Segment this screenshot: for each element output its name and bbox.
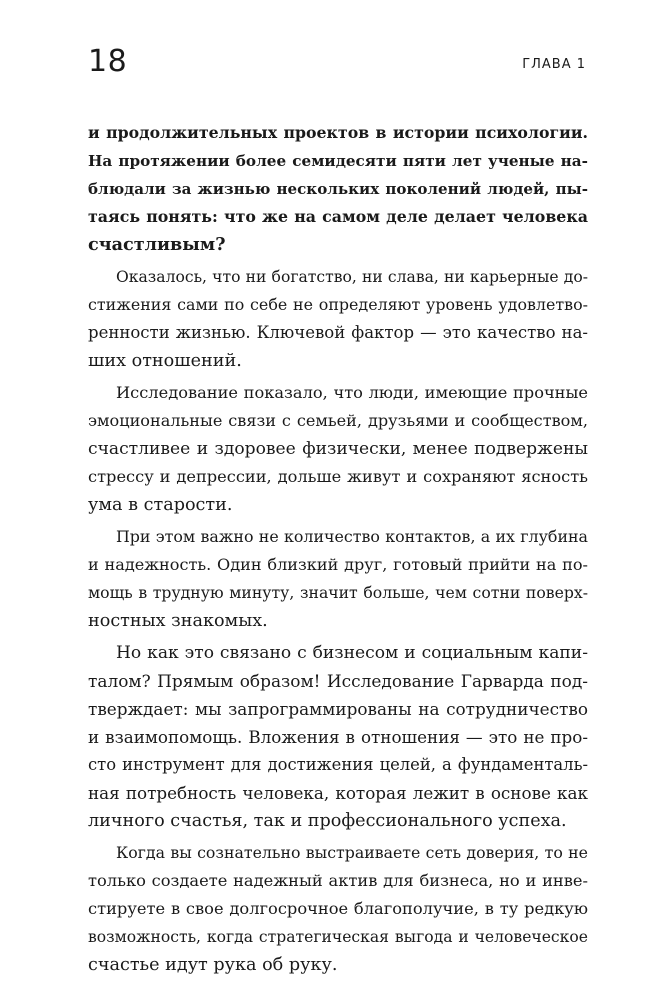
text-line: блюдали за жизнью нескольких поколений людей, пы- <box>88 180 588 198</box>
text-line: талом? Прямым образом! Исследование Гарварда под- <box>88 671 588 691</box>
text-line: стижения сами по себе не определяют уровень удовлетво- <box>88 295 588 314</box>
text-line: Но как это связано с бизнесом и социальным капи- <box>116 643 588 663</box>
text-line: и взаимопомощь. Вложения в отношения — это не про- <box>88 727 588 747</box>
paragraph <box>88 523 588 635</box>
text-line: стируете в свое долгосрочное благополучие, в ту редкую <box>88 899 588 918</box>
text-line: счастливее и здоровее физически, менее подвержены <box>88 439 588 459</box>
text-line: возможность, когда стратегическая выгода и человеческое <box>88 928 588 946</box>
running-head-chapter: ГЛАВА 1 <box>522 57 586 72</box>
text-line: ших отношений. <box>88 351 242 371</box>
paragraph <box>88 263 588 375</box>
page-number: 18 <box>88 44 128 79</box>
text-line: На протяжении более семидесяти пяти лет ученые на- <box>88 152 588 170</box>
text-line: ностных знакомых. <box>88 611 268 631</box>
text-line: стрессу и депрессии, дольше живут и сохраняют ясность <box>88 467 588 486</box>
text-line: эмоциональные связи с семьей, друзьями и сообществом, <box>88 411 588 430</box>
text-line: Исследование показало, что люди, имеющие прочные <box>116 383 588 402</box>
text-line: При этом важно не количество контактов, а их глубина <box>116 527 588 546</box>
text-line: Когда вы сознательно выстраиваете сеть доверия, то не <box>116 843 588 862</box>
text-line: мощь в трудную минуту, значит больше, чем сотни поверх- <box>88 583 588 602</box>
text-line: Оказалось, что ни богатство, ни слава, ни карьерные до- <box>116 268 588 286</box>
paragraph <box>88 839 588 979</box>
text-line: и продолжительных проектов в истории психологии. <box>88 123 588 142</box>
body-text <box>88 119 588 979</box>
text-line: счастливым? <box>88 234 226 255</box>
text-line: ная потребность человека, которая лежит в основе как <box>88 783 588 803</box>
text-line: ума в старости. <box>88 495 233 515</box>
text-line: только создаете надежный актив для бизнеса, но и инве- <box>88 871 588 890</box>
text-line: таясь понять: что же на самом деле делает человека <box>88 207 588 226</box>
text-line: счастье идут рука об руку. <box>88 955 338 975</box>
paragraph <box>88 639 588 835</box>
text-line: ренности жизнью. Ключевой фактор — это качество на- <box>88 323 588 342</box>
text-line: тверждает: мы запрограммированы на сотрудничество <box>88 699 588 719</box>
text-line: личного счастья, так и профессионального успеха. <box>88 811 567 831</box>
text-line: и надежность. Один близкий друг, готовый прийти на по- <box>88 555 588 574</box>
text-line: сто инструмент для достижения целей, а фундаменталь- <box>88 755 588 774</box>
paragraph <box>88 379 588 519</box>
paragraph <box>88 119 588 259</box>
